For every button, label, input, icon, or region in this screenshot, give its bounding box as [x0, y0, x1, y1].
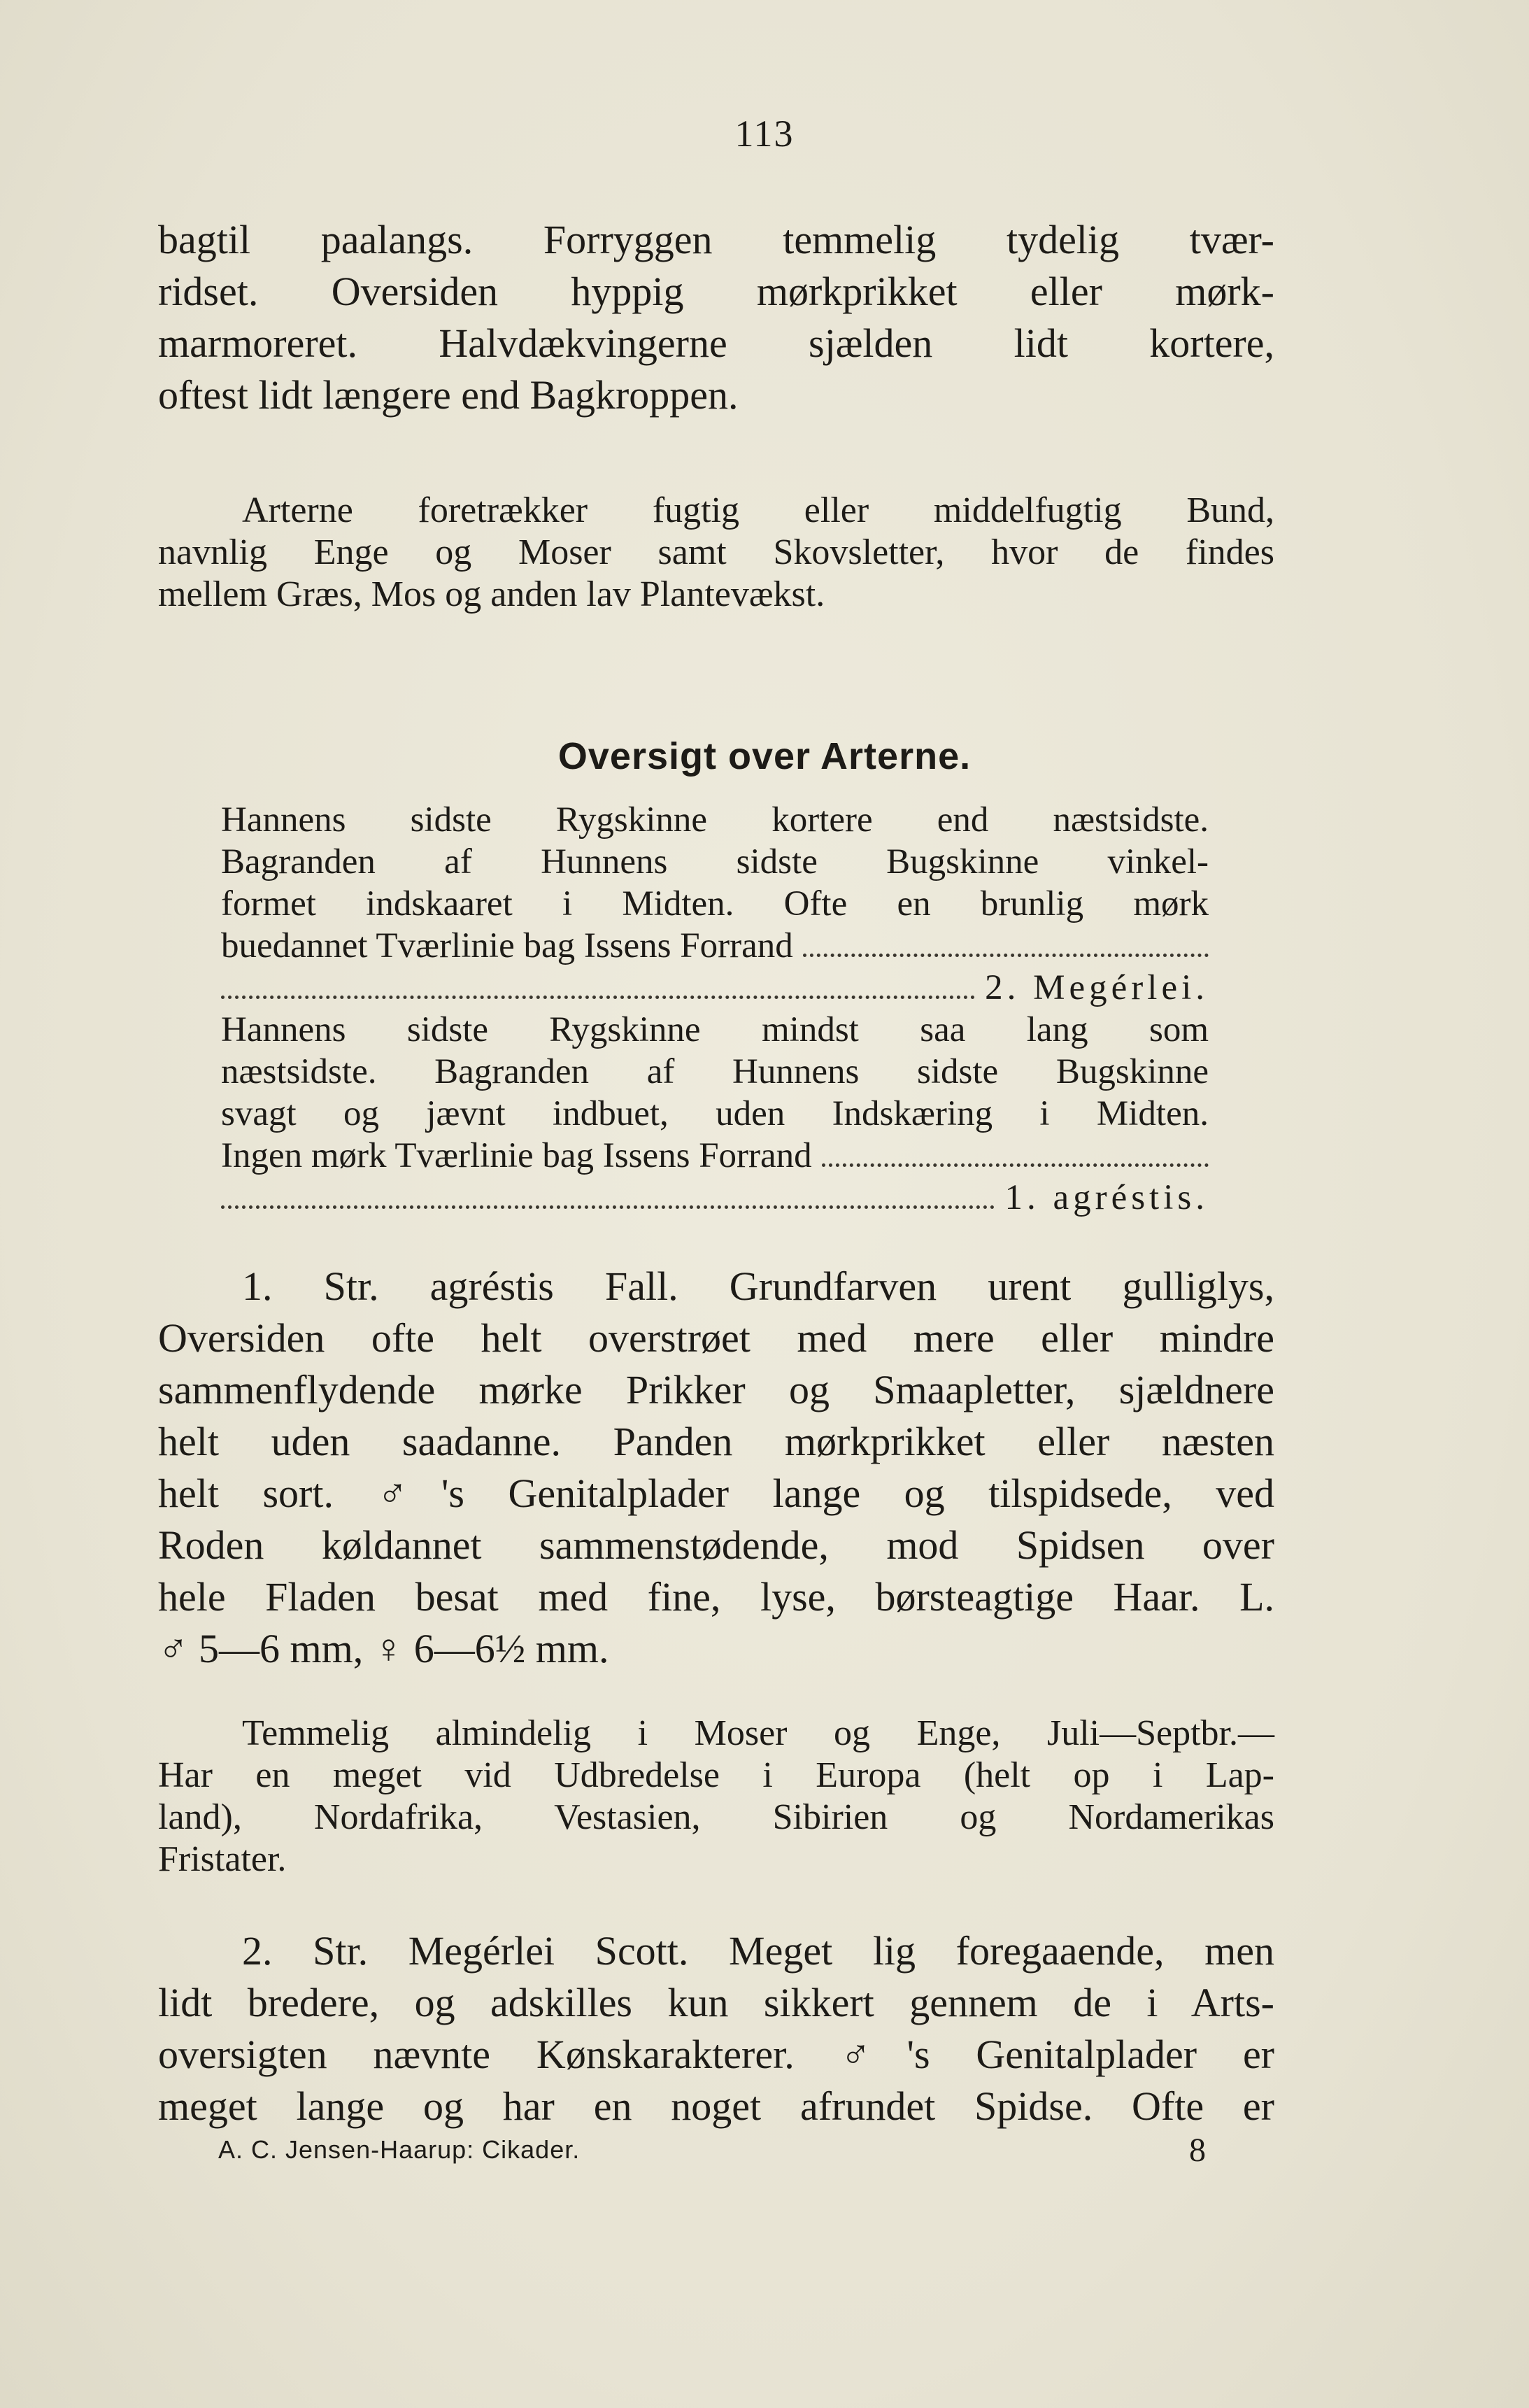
text-line: ♂ 5—6 mm, ♀ 6—6½ mm. — [158, 1626, 609, 1671]
key-line: svagt og jævnt indbuet, uden Indskæring i Midten. — [221, 1094, 1209, 1133]
key-result: 1. agréstis. — [1004, 1178, 1209, 1217]
text-line: lidt bredere, og adskilles kun sikkert gennem de i Arts- — [158, 1980, 1274, 2025]
key-line-leader — [221, 925, 1209, 967]
text-line: meget lange og har en noget afrundet Spidse. Ofte er — [158, 2083, 1274, 2129]
text-line: marmoreret. Halvdækvingerne sjælden lidt kortere, — [158, 320, 1274, 366]
text-line: Har en meget vid Udbredelse i Europa (helt op i Lap- — [158, 1755, 1274, 1795]
key-line: Bagranden af Hunnens sidste Bugskinne vinkel- — [221, 842, 1209, 881]
text-line: ridset. Oversiden hyppig mørkprikket eller mørk- — [158, 269, 1274, 314]
text-line: navnlig Enge og Moser samt Skovsletter, hvor de findes — [158, 532, 1274, 572]
key-line: Hannens sidste Rygskinne kortere end næstsidste. — [221, 800, 1209, 840]
text-line: Roden køldannet sammenstødende, mod Spidsen over — [158, 1522, 1274, 1568]
text-line: mellem Græs, Mos og anden lav Plantevækst. — [158, 574, 825, 614]
species-1-distribution — [158, 1713, 1274, 1881]
page-number: 113 — [734, 113, 795, 155]
signature-mark: 8 — [1189, 2132, 1206, 2169]
text-line: 2. Str. Megérlei Scott. Meget lig foregaaende, men — [242, 1928, 1274, 1974]
text-line: sammenflydende mørke Prikker og Smaapletter, sjældnere — [158, 1367, 1274, 1412]
dot-leader — [803, 953, 1209, 957]
text-line: oftest lidt længere end Bagkroppen. — [158, 372, 739, 418]
text-line: helt sort. ♂'s Genitalplader lange og tilspidsede, ved — [158, 1471, 1274, 1516]
dot-leader — [221, 1205, 995, 1209]
species-key — [221, 799, 1209, 1219]
text-line: Fristater. — [158, 1839, 287, 1879]
text-line: Arterne foretrækker fugtig eller middelfugtig Bund, — [242, 490, 1274, 530]
footer-author-title: A. C. Jensen-Haarup: Cikader. — [218, 2135, 581, 2164]
paragraph-habitat — [158, 490, 1274, 616]
key-line: formet indskaaret i Midten. Ofte en brunlig mørk — [221, 884, 1209, 923]
dot-leader — [822, 1163, 1209, 1167]
species-2-description — [158, 1925, 1274, 2132]
text-line: 1. Str. agréstis Fall. Grundfarven urent gulliglys, — [242, 1263, 1274, 1309]
key-result-line — [221, 967, 1209, 1009]
text-line: oversigten nævnte Kønskarakterer. ♂'s Genitalplader er — [158, 2032, 1274, 2077]
text-line: Oversiden ofte helt overstrøet med mere eller mindre — [158, 1315, 1274, 1361]
key-line: næstsidste. Bagranden af Hunnens sidste Bugskinne — [221, 1052, 1209, 1091]
text-line: hele Fladen besat med fine, lyse, børsteagtige Haar. L. — [158, 1574, 1274, 1620]
text-line: helt uden saadanne. Panden mørkprikket eller næsten — [158, 1419, 1274, 1464]
text-line: bagtil paalangs. Forryggen temmelig tydelig tvær- — [158, 217, 1274, 262]
key-line: buedannet Tværlinie bag Issens Forrand — [221, 926, 793, 965]
key-line-leader — [221, 1135, 1209, 1177]
text-line: land), Nordafrika, Vestasien, Sibirien og Nordamerikas — [158, 1797, 1274, 1837]
text-line: Temmelig almindelig i Moser og Enge, Juli—Septbr.— — [242, 1713, 1274, 1753]
paragraph-intro — [158, 214, 1274, 421]
key-result: 2. Megérlei. — [985, 968, 1209, 1007]
dot-leader — [221, 995, 975, 999]
species-1-description — [158, 1261, 1274, 1675]
key-result-line — [221, 1177, 1209, 1219]
key-line: Hannens sidste Rygskinne mindst saa lang som — [221, 1010, 1209, 1049]
key-line: Ingen mørk Tværlinie bag Issens Forrand — [221, 1136, 812, 1175]
section-heading: Oversigt over Arterne. — [557, 735, 972, 777]
